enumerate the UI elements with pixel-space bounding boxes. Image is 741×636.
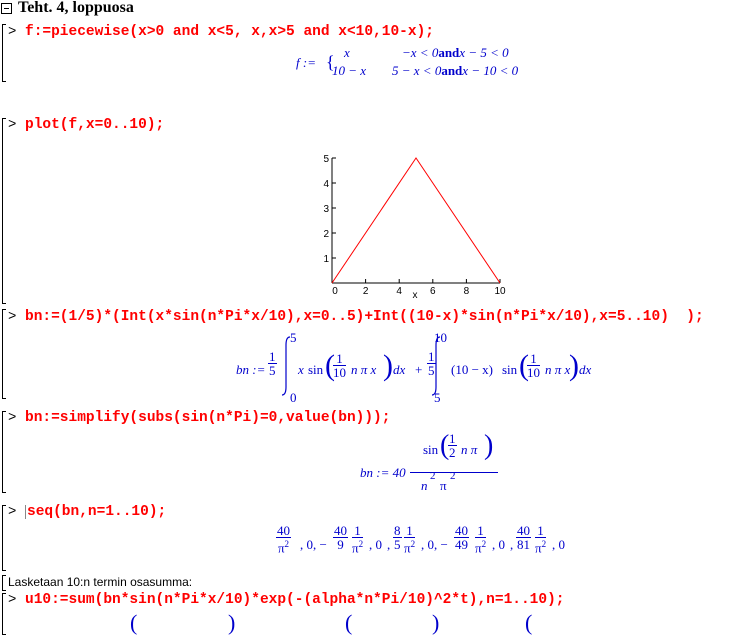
fraction-1-5: $\frac{1}{5}$	[269, 349, 276, 378]
y-tick-label: 3	[323, 204, 329, 215]
text-group-bracket[interactable]	[2, 575, 6, 591]
y-tick-label: 1	[323, 254, 329, 265]
output-sum-partial: (	[525, 610, 533, 635]
section-toggle-icon[interactable]	[1, 3, 12, 14]
paren-close: )	[383, 349, 393, 382]
brace: {	[326, 52, 335, 72]
output-sum-partial: (	[345, 610, 353, 635]
exec-group-bracket[interactable]	[2, 593, 6, 635]
input-line-seq[interactable]: seq(bn,n=1..10);	[27, 504, 167, 520]
y-tick-label: 5	[323, 154, 329, 165]
text-cursor	[25, 505, 26, 519]
input-prompt: >	[8, 117, 17, 133]
exec-group-bracket[interactable]	[2, 309, 6, 399]
lower-limit: 5	[434, 390, 441, 405]
paren-open: (	[519, 349, 529, 382]
input-prompt: >	[8, 504, 17, 520]
x-tick-label: 10	[494, 286, 506, 297]
output-sum-partial: (	[130, 610, 138, 635]
output-sum-partial: )	[228, 610, 236, 635]
x-tick-label: 0	[332, 286, 338, 297]
exec-group-bracket[interactable]	[2, 505, 6, 571]
x-tick-label: 8	[463, 286, 470, 297]
paren-close: )	[569, 349, 579, 382]
exec-group-bracket[interactable]	[2, 24, 6, 82]
x-axis-label: x	[412, 290, 418, 300]
input-line-simplify[interactable]: bn:=simplify(subs(sin(n*Pi)=0,value(bn)));	[25, 410, 391, 426]
exec-group-bracket[interactable]	[2, 118, 6, 304]
x-tick-label: 6	[430, 286, 436, 297]
row1-expr: x	[344, 45, 350, 60]
input-line-piecewise[interactable]: f:=piecewise(x>0 and x<5, x,x>5 and x<10,10-x);	[25, 24, 434, 40]
row1-cond: −x < 0andx − 5 < 0	[402, 45, 509, 60]
input-line-sum[interactable]: u10:=sum(bn*sin(n*Pi*x/10)*exp(-(alpha*n*Pi/10)^2*t),n=1..10);	[25, 592, 565, 608]
upper-limit: 5	[290, 330, 297, 345]
series-line	[332, 158, 500, 283]
input-line-bn-integral[interactable]: bn:=(1/5)*(Int(x*sin(n*Pi*x/10),x=0..5)+Int((10-x)*sin(n*Pi*x/10),x=5..10) );	[25, 309, 704, 325]
y-tick-label: 4	[323, 179, 329, 190]
lower-limit: 0	[290, 390, 297, 405]
output-seq: $\frac{40}{\pi^2}$ , 0, − $\frac{40}{9}$ $\frac{1}{\pi^2}$ , 0 , $\frac{8}{5}$ $\frac{1}{\pi^2}$ , 0, − $\frac{40}{49}$ $\frac{1}{\pi^2}$ , 0 , $\frac{40}{81}$ $\frac{1}{\pi^2}$ , 0	[277, 523, 565, 556]
input-prompt: >	[8, 592, 17, 608]
row2-cond: 5 − x < 0andx − 10 < 0	[392, 63, 519, 78]
upper-limit: 10	[434, 330, 447, 345]
lhs: f :=	[296, 55, 316, 70]
y-tick-label: 2	[323, 229, 329, 240]
x-tick-label: 2	[362, 286, 369, 297]
output-sum-partial: )	[432, 610, 440, 635]
x-tick-label: 4	[396, 286, 402, 297]
exec-group-bracket[interactable]	[2, 411, 6, 493]
text-paragraph[interactable]: Lasketaan 10:n termin osasumma:	[8, 575, 193, 589]
output-bn-simplified: bn := 40 sin ( $\frac{1}{2}$ n π ) n 2 π 2	[360, 428, 480, 488]
input-line-plot[interactable]: plot(f,x=0..10);	[25, 117, 165, 133]
section-title: Teht. 4, loppuosa	[18, 0, 134, 16]
input-prompt: >	[8, 24, 17, 40]
row2-expr: 10 − x	[332, 63, 367, 78]
output-bn-integral: bn := $\frac{1}{5}$ 5 0 x sin ( $\frac{1}{10}$ n π x ) dx + $\frac{1}{5}$ 10 5 (10 − x) sin ( $\frac{1}{10}$ n π x ) dx	[236, 330, 592, 405]
input-prompt: >	[8, 309, 17, 325]
paren-open: (	[325, 349, 335, 382]
plot-output[interactable]	[310, 148, 510, 300]
input-prompt: >	[8, 410, 17, 426]
lhs: bn :=	[236, 362, 266, 377]
